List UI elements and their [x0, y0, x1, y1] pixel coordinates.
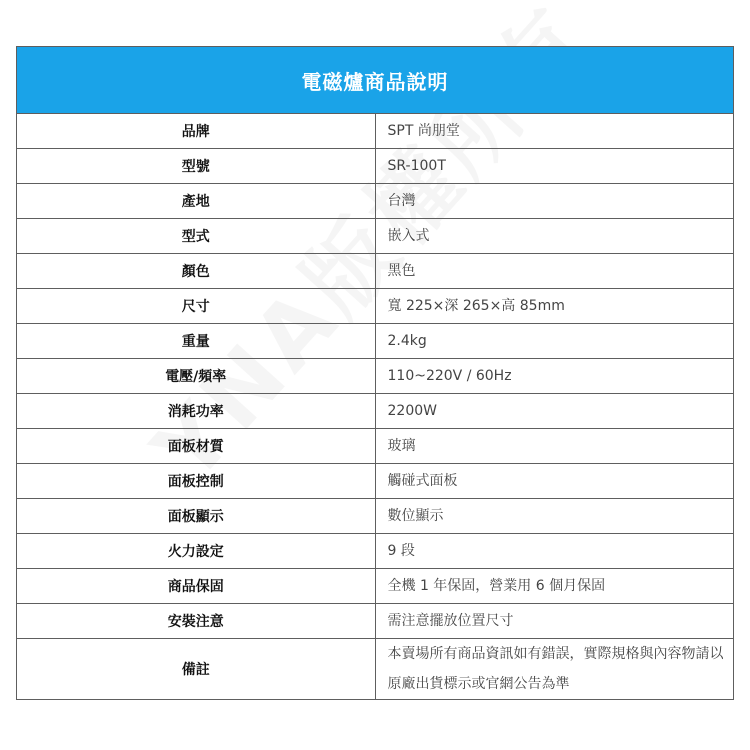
- spec-value: 2200W: [375, 394, 734, 429]
- spec-value: 觸碰式面板: [375, 464, 734, 499]
- spec-label: 型號: [17, 149, 376, 184]
- spec-label: 電壓/頻率: [17, 359, 376, 394]
- spec-row-remarks: [17, 639, 734, 700]
- table-title: 電磁爐商品說明: [17, 47, 734, 114]
- spec-row-heat-levels: [17, 534, 734, 569]
- spec-label: 尺寸: [17, 289, 376, 324]
- spec-label: 火力設定: [17, 534, 376, 569]
- spec-row-panel-control: [17, 464, 734, 499]
- spec-value: 110~220V / 60Hz: [375, 359, 734, 394]
- spec-value: SPT 尚朋堂: [375, 114, 734, 149]
- spec-value: 本賣場所有商品資訊如有錯誤，實際規格與內容物請以原廠出貨標示或官網公告為準: [375, 639, 734, 700]
- spec-value: 嵌入式: [375, 219, 734, 254]
- spec-row-brand: [17, 114, 734, 149]
- spec-row-origin: [17, 184, 734, 219]
- spec-value: 寬 225×深 265×高 85mm: [375, 289, 734, 324]
- table-header-row: [17, 47, 734, 114]
- spec-row-installation: [17, 604, 734, 639]
- spec-label: 安裝注意: [17, 604, 376, 639]
- spec-value: 黑色: [375, 254, 734, 289]
- spec-label: 重量: [17, 324, 376, 359]
- spec-label: 面板材質: [17, 429, 376, 464]
- spec-value: 全機 1 年保固，營業用 6 個月保固: [375, 569, 734, 604]
- spec-row-type: [17, 219, 734, 254]
- spec-row-warranty: [17, 569, 734, 604]
- spec-row-power: [17, 394, 734, 429]
- spec-label: 產地: [17, 184, 376, 219]
- spec-label: 面板顯示: [17, 499, 376, 534]
- spec-value: 玻璃: [375, 429, 734, 464]
- spec-value: 需注意擺放位置尺寸: [375, 604, 734, 639]
- spec-row-voltage: [17, 359, 734, 394]
- spec-label: 商品保固: [17, 569, 376, 604]
- spec-row-size: [17, 289, 734, 324]
- spec-row-panel-display: [17, 499, 734, 534]
- spec-label: 顏色: [17, 254, 376, 289]
- spec-label: 型式: [17, 219, 376, 254]
- spec-value: 數位顯示: [375, 499, 734, 534]
- spec-value: 台灣: [375, 184, 734, 219]
- product-spec-table: [16, 46, 734, 700]
- spec-label: 備註: [17, 639, 376, 700]
- spec-label: 面板控制: [17, 464, 376, 499]
- spec-row-weight: [17, 324, 734, 359]
- spec-label: 品牌: [17, 114, 376, 149]
- spec-row-model: [17, 149, 734, 184]
- spec-row-color: [17, 254, 734, 289]
- spec-row-panel-material: [17, 429, 734, 464]
- spec-value: 2.4kg: [375, 324, 734, 359]
- spec-value: SR-100T: [375, 149, 734, 184]
- spec-value: 9 段: [375, 534, 734, 569]
- spec-label: 消耗功率: [17, 394, 376, 429]
